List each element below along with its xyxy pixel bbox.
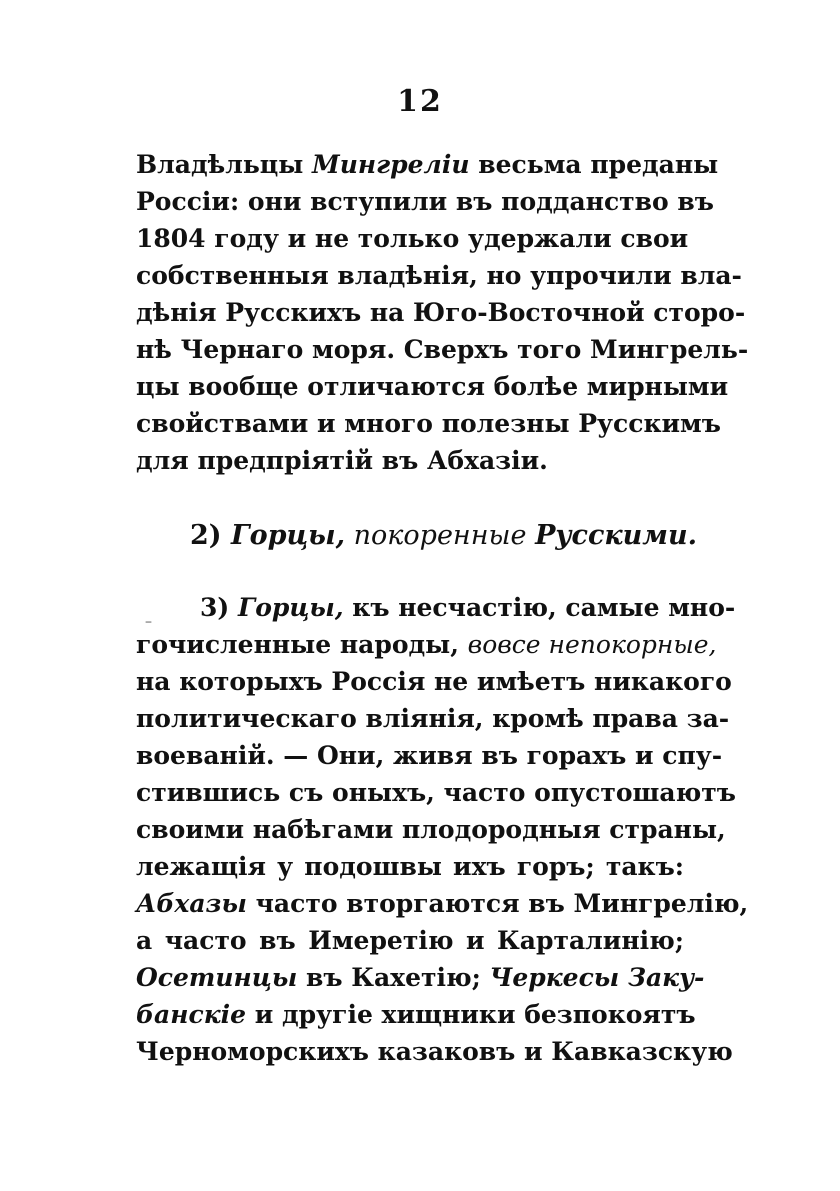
paragraph-1-line-8: свойствами и много полезны Русскимъ: [136, 409, 721, 438]
paragraph-3-line-1: 3) Горцы, къ несчастію, самые мно-: [200, 593, 736, 622]
paragraph-3-line-10: а часто въ Имеретію и Карталинію;: [136, 926, 684, 955]
paragraph-1-line-2: Россіи: они вступили въ подданство въ: [136, 187, 714, 216]
paragraph-3-line-13: Черноморскихъ казаковъ и Кавказскую: [136, 1037, 733, 1066]
paragraph-3-line-5: воеваній. — Они, живя въ горахъ и спу-: [136, 741, 723, 770]
paragraph-3-line-8: лежащія у подошвы ихъ горъ; такъ:: [136, 852, 684, 881]
paragraph-3-line-7: своими набѣгами плодородныя страны,: [136, 815, 726, 844]
paragraph-1-line-9: для предпріятій въ Абхазіи.: [136, 446, 548, 475]
paragraph-1-line-1: Владѣльцы Мингреліи весьма преданы: [136, 150, 719, 179]
paragraph-1-line-5: дѣнія Русскихъ на Юго-Восточной сторо-: [136, 298, 746, 327]
paragraph-3-line-2: гочисленные народы, вовсе непокорные,: [136, 630, 717, 659]
paragraph-1-line-4: собственныя владѣнія, но упрочили вла-: [136, 261, 742, 290]
paragraph-1-line-6: нѣ Чернаго моря. Сверхъ того Мингрель-: [136, 335, 749, 364]
paragraph-1-line-7: цы вообще отличаются болѣе мирными: [136, 372, 729, 401]
paragraph-3-line-4: политическаго вліянія, кромѣ права за-: [136, 704, 730, 733]
page-number: 12: [397, 84, 443, 119]
paragraph-3-line-9: Абхазы часто вторгаются въ Мингрелію,: [136, 889, 749, 918]
paragraph-1-line-3: 1804 году и не только удержали свои: [136, 224, 689, 253]
paragraph-3-line-12: банскіе и другіе хищники безпокоятъ: [136, 1000, 696, 1029]
margin-mark: –: [145, 614, 152, 630]
italic-mingrelia: Мингреліи: [312, 150, 470, 179]
paragraph-3-line-11: Осетинцы въ Кахетію; Черкесы Заку-: [136, 963, 705, 992]
paragraph-3-line-6: стившись съ оныхъ, часто опустошаютъ: [136, 778, 736, 807]
section-heading-2: 2) Горцы, покоренные Русскими.: [190, 520, 697, 551]
paragraph-3-line-3: на которыхъ Россія не имѣетъ никакого: [136, 667, 732, 696]
